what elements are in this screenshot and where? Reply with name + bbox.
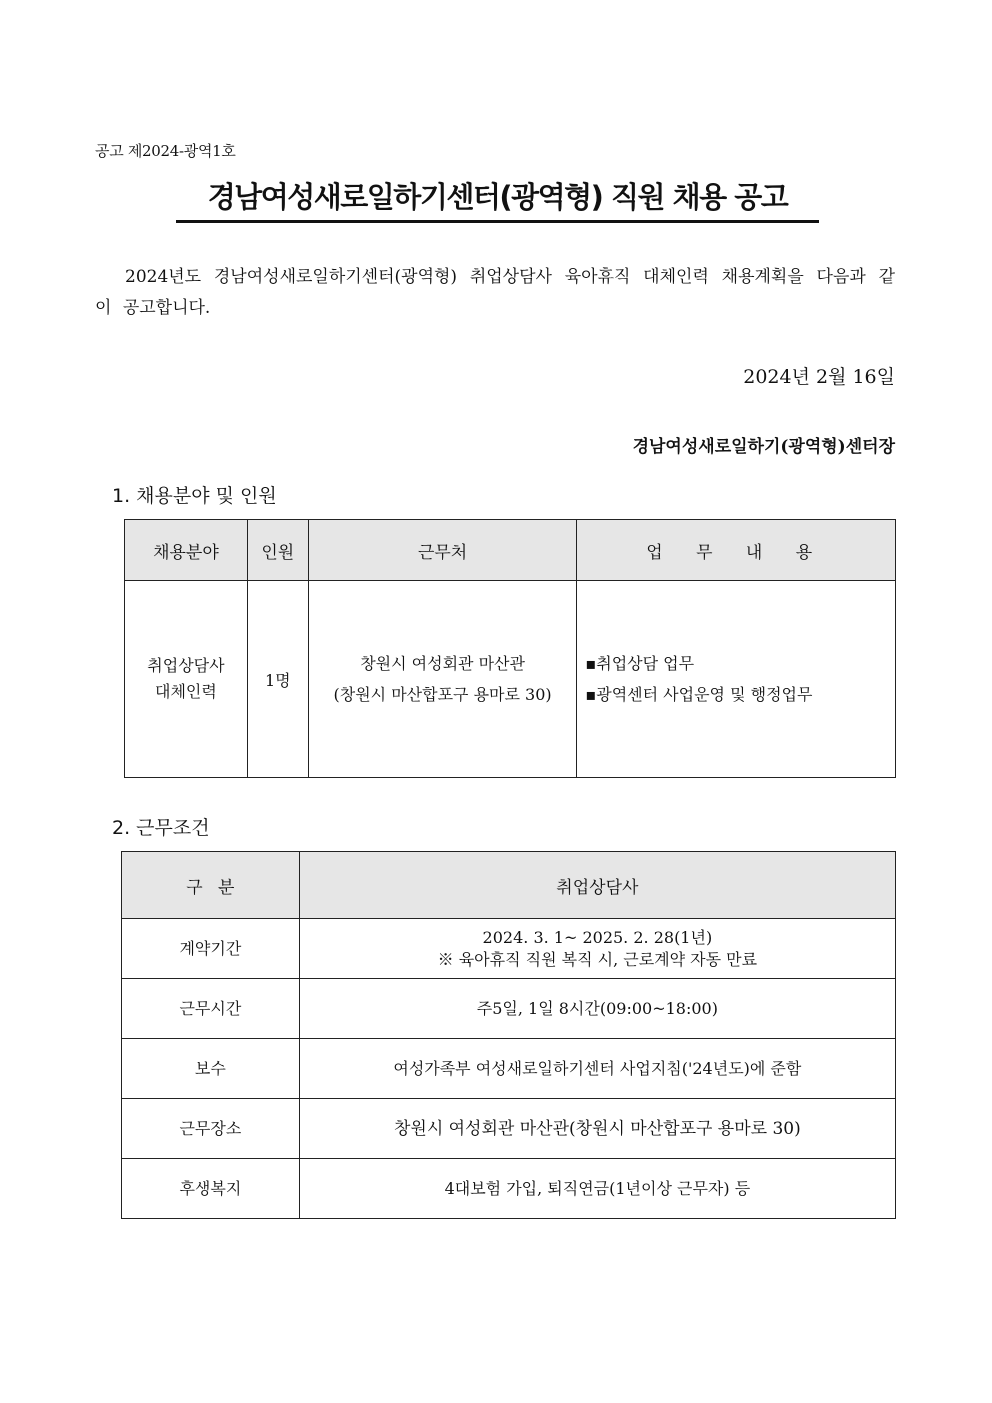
field-line1: 취업상담사 — [147, 656, 225, 675]
place-line2: (창원시 마산합포구 용마로 30) — [333, 685, 552, 704]
cell-place — [308, 581, 577, 778]
field-line2: 대체인력 — [155, 682, 217, 701]
cell-count: 1명 — [247, 581, 308, 778]
notice-date: 2024년 2월 16일 — [743, 366, 895, 388]
table-row — [122, 1099, 896, 1159]
row-label: 계약기간 — [122, 919, 300, 979]
row-value: 여성가족부 여성새로일하기센터 사업지침('24년도)에 준함 — [299, 1039, 895, 1099]
cell-field — [125, 581, 248, 778]
duty-item: ▪취업상담 업무 — [585, 654, 695, 673]
contract-note: ※ 육아휴직 직원 복직 시, 근로계약 자동 만료 — [437, 949, 758, 969]
notice-number: 공고 제2024-광역1호 — [95, 142, 236, 160]
table-row — [122, 979, 896, 1039]
table-row — [125, 581, 896, 778]
header-field: 채용분야 — [125, 520, 248, 581]
cell-duty — [577, 581, 896, 778]
row-value: 주5일, 1일 8시간(09:00~18:00) — [299, 979, 895, 1039]
table-header-row — [122, 852, 896, 919]
row-value: 4대보험 가입, 퇴직연금(1년이상 근무자) 등 — [299, 1159, 895, 1219]
row-label: 근무장소 — [122, 1099, 300, 1159]
section1-title: 1. 채용분야 및 인원 — [112, 485, 277, 507]
row-label: 보수 — [122, 1039, 300, 1099]
row-value: 창원시 여성회관 마산관(창원시 마산합포구 용마로 30) — [299, 1099, 895, 1159]
row-label: 근무시간 — [122, 979, 300, 1039]
table-header-row — [125, 520, 896, 581]
duty-item: ▪광역센터 사업운영 및 행정업무 — [585, 685, 813, 704]
row-label: 후생복지 — [122, 1159, 300, 1219]
table-row — [122, 1039, 896, 1099]
header-duty: 업 무 내 용 — [577, 520, 896, 581]
table-row — [122, 1159, 896, 1219]
place-line1: 창원시 여성회관 마산관 — [360, 654, 525, 673]
conditions-table — [121, 851, 896, 1219]
contract-period: 2024. 3. 1~ 2025. 2. 28(1년) — [482, 927, 713, 947]
document-title: 경남여성새로일하기센터(광역형) 직원 채용 공고 — [207, 180, 788, 214]
signer: 경남여성새로일하기(광역형)센터장 — [632, 437, 895, 457]
recruitment-table — [124, 519, 896, 778]
header-place: 근무처 — [308, 520, 577, 581]
header-position: 취업상담사 — [299, 852, 895, 919]
header-count: 인원 — [247, 520, 308, 581]
section2-title: 2. 근무조건 — [112, 817, 210, 839]
header-category: 구 분 — [122, 852, 300, 919]
table-row — [122, 919, 896, 979]
intro-paragraph: 2024년도 경남여성새로일하기센터(광역형) 취업상담사 육아휴직 대체인력 채용계획을 다음과 같이 공고합니다. — [95, 267, 895, 318]
title-block — [176, 175, 819, 223]
row-value — [299, 919, 895, 979]
